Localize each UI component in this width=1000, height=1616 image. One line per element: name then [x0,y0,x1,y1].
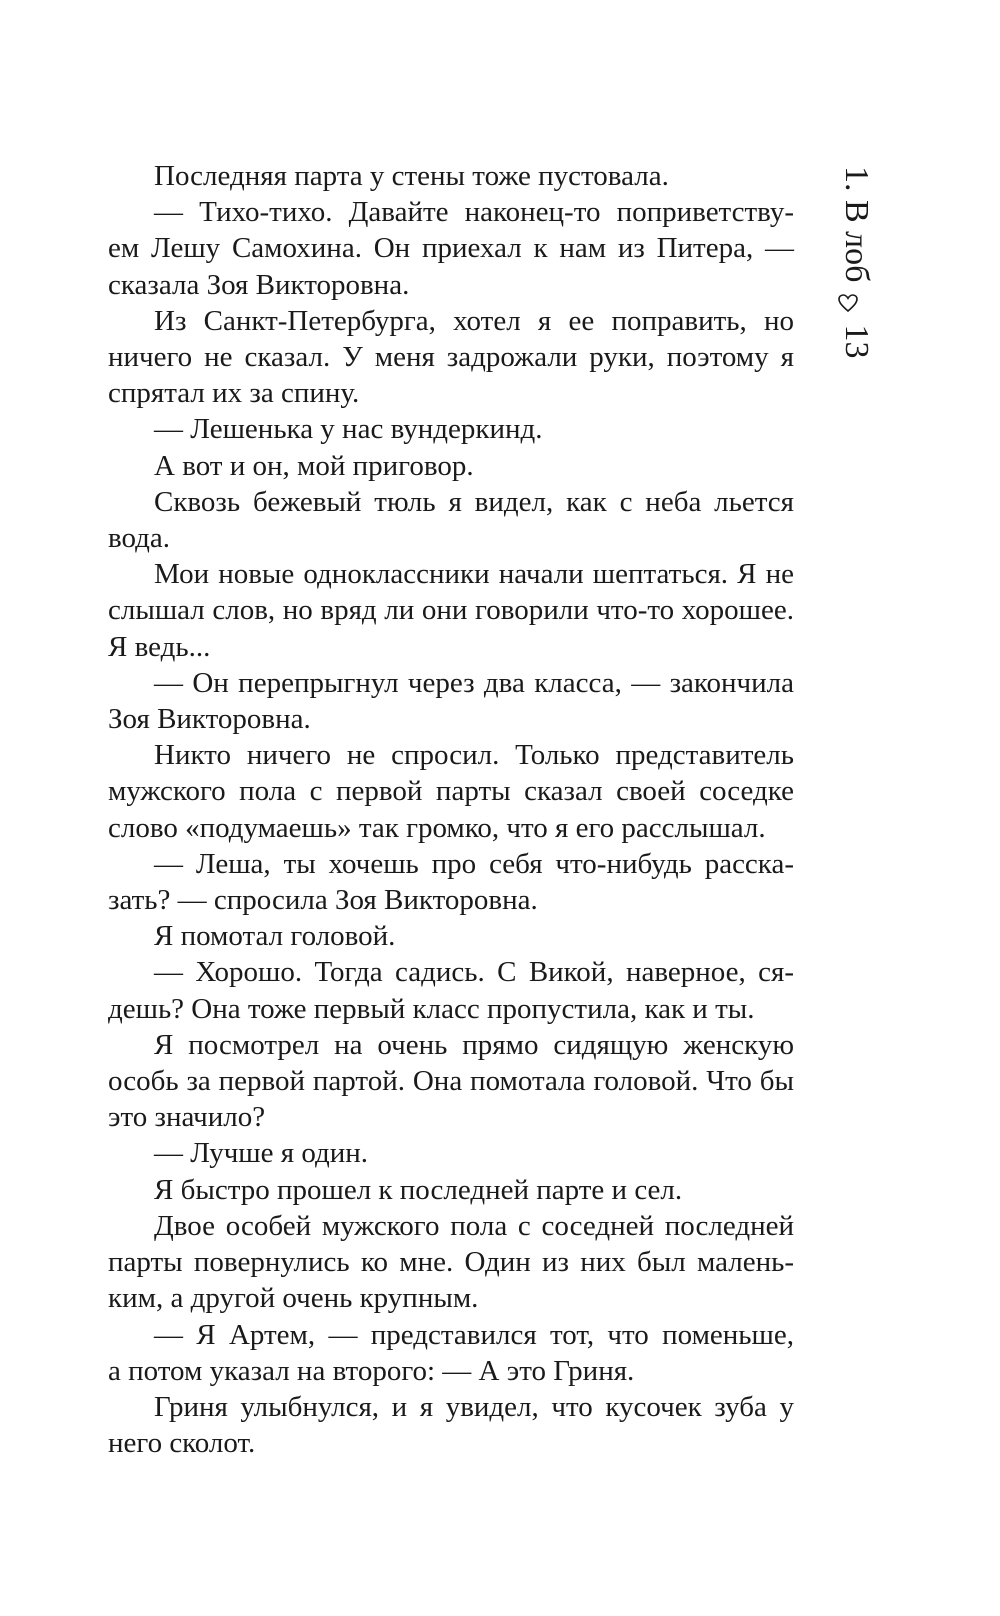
text-line: — Он перепрыгнул через два класса, — закончила [154,666,794,699]
text-line: Никто ничего не спросил. Только представитель [154,739,794,772]
text-line: него сколот. [108,1427,256,1460]
text-line: а потом указал на второго: — А это Гриня. [108,1354,635,1387]
text-line: особь за первой партой. Она помотала головой. Что бы [108,1065,794,1098]
heart-ornament-icon [845,292,867,314]
text-line: слово «подумаешь» так громко, что я его расслышал. [108,811,766,844]
text-line: ким, а другой очень крупным. [108,1282,479,1315]
paragraph [108,665,794,737]
text-line: А вот и он, мой приговор. [154,449,474,482]
text-line: Я помотал головой. [154,920,396,953]
paragraph [108,1389,794,1461]
text-line: это значило? [108,1101,266,1134]
text-line: Из Санкт-Петербурга, хотел я ее поправить, но [154,304,794,337]
text-line: вода. [108,522,171,555]
text-line: — Леша, ты хочешь про себя что-нибудь расска- [154,847,794,880]
text-line: зать? — спросила Зоя Викторовна. [108,884,538,917]
text-line: — Тихо-тихо. Давайте наконец-то поприветству- [154,196,794,229]
paragraph [108,411,794,447]
page-number: 13 [838,324,875,359]
text-line: Мои новые одноклассники начали шептаться. Я не [154,558,794,591]
text-line: слышал слов, но вряд ли они говорили что-то хорошее. [108,594,794,627]
paragraph [108,1027,794,1136]
text-line: мужского пола с первой парты сказал своей соседке [108,775,794,808]
text-line: Я ведь... [108,630,211,663]
chapter-title: 1. В лоб [838,166,875,283]
paragraph [108,556,794,665]
paragraph [108,303,794,412]
text-line: Последняя парта у стены тоже пустовала. [154,160,669,192]
paragraph [108,158,794,194]
paragraph [108,846,794,918]
text-line: — Я Артем, — представился тот, что поменьше, [154,1318,794,1351]
text-line: сказала Зоя Викторовна. [108,268,410,301]
text-line: Сквозь бежевый тюль я видел, как с неба льется [154,485,794,518]
paragraph [108,1208,794,1317]
body-text [108,158,794,1461]
text-line: Я быстро прошел к последней парте и сел. [154,1173,683,1206]
text-line: Двое особей мужского пола с соседней последней [154,1209,794,1242]
text-line: спрятал их за спину. [108,377,360,410]
paragraph [108,1317,794,1389]
paragraph [108,1172,794,1208]
text-line: парты повернулись ко мне. Один из них был малень- [108,1246,794,1279]
paragraph [108,448,794,484]
text-line: Гриня улыбнулся, и я увидел, что кусочек зуба у [154,1390,794,1423]
text-line: дешь? Она тоже первый класс пропустила, как и ты. [108,992,755,1025]
text-line: Я посмотрел на очень прямо сидящую женскую [154,1028,794,1061]
text-line: ем Лешу Самохина. Он приехал к нам из Питера, — [108,232,794,265]
paragraph [108,484,794,556]
text-line: Зоя Викторовна. [108,703,311,736]
paragraph [108,918,794,954]
text-line: — Лешенька у нас вундеркинд. [154,413,543,446]
paragraph [108,954,794,1026]
paragraph [108,194,794,303]
running-head [836,166,876,396]
paragraph [108,1135,794,1171]
paragraph [108,737,794,846]
text-line: — Хорошо. Тогда садись. С Викой, наверное, ся- [154,956,794,989]
text-line: ничего не сказал. У меня задрожали руки, поэтому я [108,341,794,374]
text-line: — Лучше я один. [154,1137,369,1170]
